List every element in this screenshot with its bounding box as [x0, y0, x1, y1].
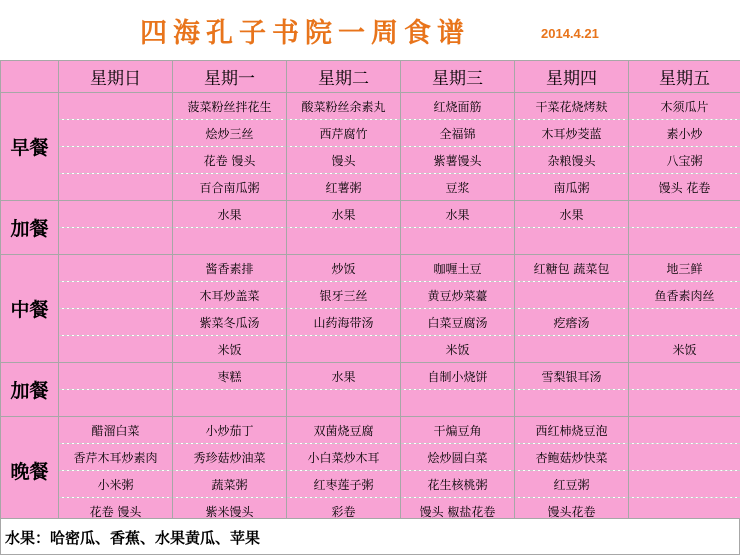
dish-cell: 小炒茄丁: [173, 417, 287, 444]
dish-cell: 菠菜粉丝拌花生: [173, 93, 287, 120]
menu-row: [1, 471, 740, 498]
menu-row: [1, 255, 740, 282]
dish-cell: [629, 309, 740, 336]
dish-cell: [59, 309, 173, 336]
menu-row: [1, 120, 740, 147]
dish-cell: 南瓜粥: [515, 174, 629, 201]
title-row: [0, 0, 740, 60]
dish-cell: [59, 255, 173, 282]
dish-cell: [629, 417, 740, 444]
dish-cell: 黄豆炒菜薹: [401, 282, 515, 309]
dish-cell: 烩炒圆白菜: [401, 444, 515, 471]
dish-cell: 八宝粥: [629, 147, 740, 174]
dish-cell: 红薯粥: [287, 174, 401, 201]
dish-cell: [173, 390, 287, 417]
menu-row: [1, 390, 740, 417]
dish-cell: 彩卷: [287, 498, 401, 525]
dish-cell: 素小炒: [629, 120, 740, 147]
dish-cell: 干煸豆角: [401, 417, 515, 444]
dish-cell: 水果: [173, 201, 287, 228]
dish-cell: 雪梨银耳汤: [515, 363, 629, 390]
dish-cell: 木耳炒盖菜: [173, 282, 287, 309]
dish-cell: 双菌烧豆腐: [287, 417, 401, 444]
day-header: 星期五: [629, 61, 740, 93]
dish-cell: 酸菜粉丝余素丸: [287, 93, 401, 120]
dish-cell: 木耳炒茭蓝: [515, 120, 629, 147]
day-header: 星期二: [287, 61, 401, 93]
dish-cell: [173, 228, 287, 255]
dish-cell: 水果: [287, 363, 401, 390]
dish-cell: [515, 336, 629, 363]
dish-cell: 全福锦: [401, 120, 515, 147]
dish-cell: [59, 120, 173, 147]
menu-row: [1, 309, 740, 336]
meal-label-snack1: 加餐: [1, 201, 59, 255]
dish-cell: 红烧面筋: [401, 93, 515, 120]
dish-cell: [401, 228, 515, 255]
dish-cell: [629, 471, 740, 498]
dish-cell: 花生核桃粥: [401, 471, 515, 498]
dish-cell: 豆浆: [401, 174, 515, 201]
dish-cell: [401, 390, 515, 417]
dish-cell: 花卷 馒头: [173, 147, 287, 174]
menu-row: [1, 93, 740, 120]
dish-cell: 水果: [401, 201, 515, 228]
dish-cell: 枣糕: [173, 363, 287, 390]
fruit-note: 水果：哈密瓜、香蕉、水果黄瓜、苹果: [5, 529, 261, 547]
dish-cell: [59, 228, 173, 255]
dish-cell: [287, 336, 401, 363]
dish-cell: 红豆粥: [515, 471, 629, 498]
dish-cell: 咖喱土豆: [401, 255, 515, 282]
dish-cell: [515, 390, 629, 417]
dish-cell: 红枣莲子粥: [287, 471, 401, 498]
menu-row: [1, 444, 740, 471]
dish-cell: [59, 147, 173, 174]
dish-cell: [629, 201, 740, 228]
menu-row: [1, 201, 740, 228]
fruit-note-row: [0, 518, 740, 555]
day-header: 星期三: [401, 61, 515, 93]
page-title: 四海孔子书院一周食谱: [140, 18, 470, 49]
dish-cell: 白菜豆腐汤: [401, 309, 515, 336]
dish-cell: 紫薯馒头: [401, 147, 515, 174]
menu-row: [1, 336, 740, 363]
dish-cell: 小白菜炒木耳: [287, 444, 401, 471]
dish-cell: 自制小烧饼: [401, 363, 515, 390]
dish-cell: [515, 282, 629, 309]
dish-cell: 西红柿烧豆泡: [515, 417, 629, 444]
dish-cell: 酱香素排: [173, 255, 287, 282]
dish-cell: 馒头: [287, 147, 401, 174]
dish-cell: 炒饭: [287, 255, 401, 282]
dish-cell: 馒头 花卷: [629, 174, 740, 201]
meal-label-snack2: 加餐: [1, 363, 59, 417]
dish-cell: [59, 174, 173, 201]
dish-cell: 鱼香素肉丝: [629, 282, 740, 309]
menu-row: [1, 417, 740, 444]
dish-cell: [59, 336, 173, 363]
day-header: 星期日: [59, 61, 173, 93]
dish-cell: 馒头花卷: [515, 498, 629, 525]
day-header: 星期四: [515, 61, 629, 93]
dish-cell: 地三鲜: [629, 255, 740, 282]
dish-cell: 杏鲍菇炒快菜: [515, 444, 629, 471]
dish-cell: [515, 228, 629, 255]
dish-cell: 银牙三丝: [287, 282, 401, 309]
dish-cell: 馒头 椒盐花卷: [401, 498, 515, 525]
dish-cell: [59, 390, 173, 417]
dish-cell: [287, 228, 401, 255]
menu-row: [1, 228, 740, 255]
dish-cell: 香芹木耳炒素肉: [59, 444, 173, 471]
dish-cell: 米饭: [401, 336, 515, 363]
dish-cell: [287, 390, 401, 417]
dish-cell: 醋溜白菜: [59, 417, 173, 444]
dish-cell: 烩炒三丝: [173, 120, 287, 147]
dish-cell: 百合南瓜粥: [173, 174, 287, 201]
dish-cell: 蔬菜粥: [173, 471, 287, 498]
dish-cell: [59, 282, 173, 309]
meal-label-breakfast: 早餐: [1, 93, 59, 201]
corner-cell: [1, 61, 59, 93]
menu-row: [1, 282, 740, 309]
dish-cell: 西芹腐竹: [287, 120, 401, 147]
dish-cell: 米饭: [629, 336, 740, 363]
day-header-row: [1, 61, 740, 93]
dish-cell: [629, 363, 740, 390]
dish-cell: [59, 363, 173, 390]
menu-date: 2014.4.21: [541, 26, 599, 41]
meal-label-lunch: 中餐: [1, 255, 59, 363]
dish-cell: 水果: [515, 201, 629, 228]
dish-cell: 疙瘩汤: [515, 309, 629, 336]
dish-cell: 小米粥: [59, 471, 173, 498]
dish-cell: 紫菜冬瓜汤: [173, 309, 287, 336]
day-header: 星期一: [173, 61, 287, 93]
dish-cell: 米饭: [173, 336, 287, 363]
dish-cell: 干菜花烧烤麸: [515, 93, 629, 120]
dish-cell: [629, 228, 740, 255]
dish-cell: 木须瓜片: [629, 93, 740, 120]
dish-cell: [629, 390, 740, 417]
meal-label-dinner: 晚餐: [1, 417, 59, 525]
dish-cell: 水果: [287, 201, 401, 228]
menu-row: [1, 147, 740, 174]
dish-cell: [59, 201, 173, 228]
weekly-menu-table: [0, 60, 740, 525]
dish-cell: [59, 93, 173, 120]
menu-row: [1, 363, 740, 390]
dish-cell: [629, 444, 740, 471]
dish-cell: 花卷 馒头: [59, 498, 173, 525]
dish-cell: 秀珍菇炒油菜: [173, 444, 287, 471]
menu-row: [1, 174, 740, 201]
dish-cell: 山药海带汤: [287, 309, 401, 336]
dish-cell: 紫米馒头: [173, 498, 287, 525]
dish-cell: 红糖包 蔬菜包: [515, 255, 629, 282]
dish-cell: 杂粮馒头: [515, 147, 629, 174]
